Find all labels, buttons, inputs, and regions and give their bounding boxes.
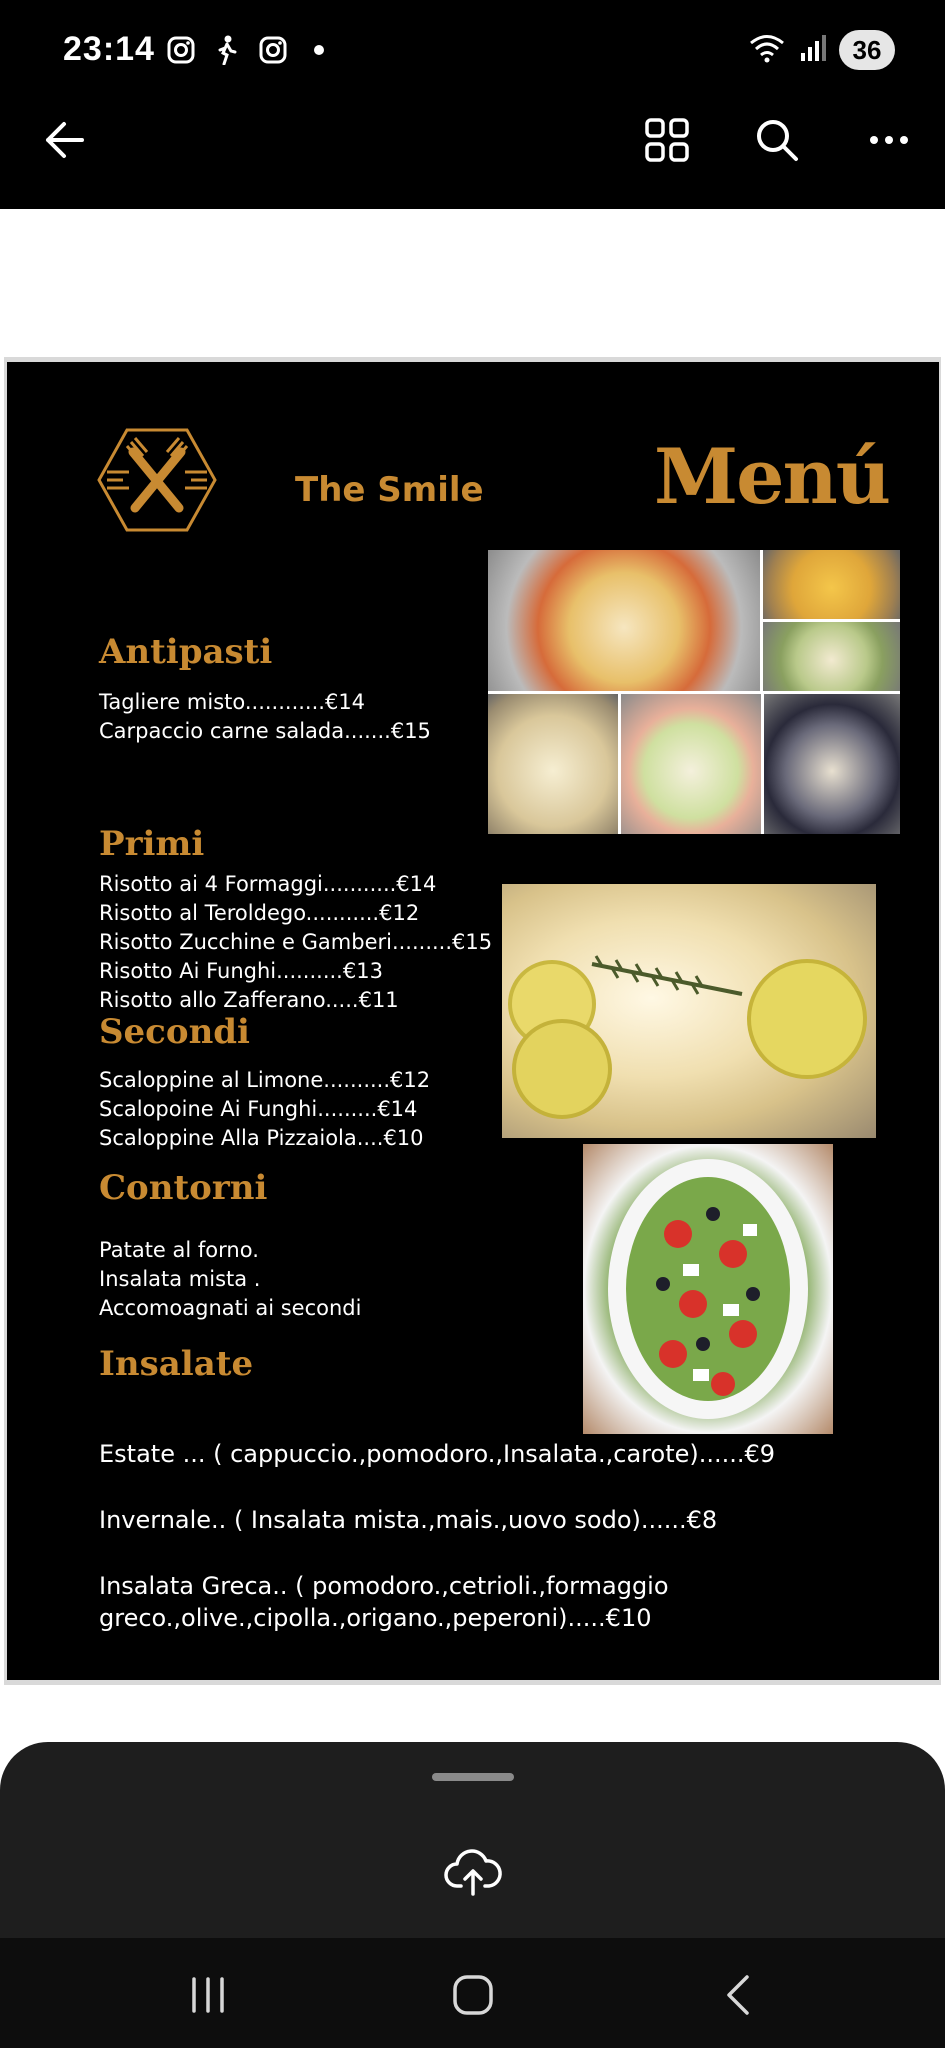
back-arrow-icon [42,120,86,160]
section-heading-insalate: Insalate [99,1344,254,1384]
section-heading-secondi: Secondi [99,1012,250,1052]
section-heading-primi: Primi [99,824,205,864]
search-icon [754,117,800,163]
recents-icon [188,1977,228,2013]
risotto-photo-row [488,694,900,835]
home-button[interactable] [443,1965,503,2025]
risotto-photo [488,550,760,691]
menu-item: Risotto Ai Funghi..........€13 [99,959,383,983]
search-button[interactable] [747,110,807,170]
menu-document[interactable] [7,362,939,1680]
menu-title: Menú [654,432,889,521]
risotto-collage-image [488,550,900,834]
grid-view-icon [644,117,690,163]
section-heading-contorni: Contorni [99,1168,268,1208]
fork-knife-logo-icon [97,428,217,532]
battery-indicator: 36 [839,30,895,70]
menu-item: Scaloppine Alla Pizzaiola....€10 [99,1126,424,1150]
risotto-photo [763,550,900,619]
secondi-list [99,1066,430,1153]
menu-item: Insalata Greca.. ( pomodoro.,cetrioli.,formaggio [99,1572,669,1600]
risotto-photo [764,694,900,835]
antipasti-list [99,688,431,746]
menu-item: Scaloppine al Limone..........€12 [99,1068,431,1092]
menu-item: greco.,olive.,cipolla.,origano.,peperoni).....€10 [99,1604,652,1632]
contorni-list [99,1236,361,1323]
insalate-list [99,1438,775,1634]
risotto-photo [488,694,618,835]
menu-item: Insalata mista . [99,1267,261,1291]
menu-item: Risotto allo Zafferano.....€11 [99,988,399,1012]
top-bar [0,0,945,209]
risotto-photo [763,622,900,691]
risotto-photo-column [763,550,900,691]
back-icon [723,1974,753,2016]
menu-item: Risotto ai 4 Formaggi...........€14 [99,872,437,896]
walking-icon [211,34,243,66]
menu-item: Patate al forno. [99,1238,259,1262]
sheet-drag-handle[interactable] [432,1773,514,1781]
menu-item: Risotto al Teroldego...........€12 [99,901,420,925]
menu-item: Tagliere misto............€14 [99,690,366,714]
signal-icon [799,33,827,68]
wifi-icon [747,32,787,69]
grid-view-button[interactable] [637,110,697,170]
menu-item: Estate ... ( cappuccio.,pomodoro.,Insalata.,carote)......€9 [99,1440,776,1468]
dot-icon [303,34,335,66]
brand-name: The Smile [295,470,484,510]
section-heading-antipasti: Antipasti [99,632,273,672]
menu-item: Risotto Zucchine e Gamberi.........€15 [99,930,493,954]
status-right [747,30,895,70]
primi-list [99,870,492,1015]
instagram-icon [165,34,197,66]
home-icon [452,1974,494,2016]
recents-button[interactable] [178,1965,238,2025]
system-back-button[interactable] [708,1965,768,2025]
menu-item: Invernale.. ( Insalata mista.,mais.,uovo sodo)......€8 [99,1506,718,1534]
instagram-icon [257,34,289,66]
more-options-button[interactable] [859,110,919,170]
more-icon [869,134,909,146]
back-button[interactable] [34,110,94,170]
upload-button[interactable] [443,1848,503,1898]
status-left-icons [165,34,335,66]
menu-item: Carpaccio carne salada.......€15 [99,719,431,743]
status-time: 23:14 [63,30,155,68]
menu-item: Accomoagnati ai secondi [99,1296,362,1320]
bottom-sheet [0,1742,945,1938]
cloud-upload-icon [443,1848,503,1898]
chicken-lemon-image [502,884,876,1138]
risotto-photo [621,694,761,835]
greek-salad-image [583,1144,833,1434]
menu-item: Scalopoine Ai Funghi.........€14 [99,1097,418,1121]
